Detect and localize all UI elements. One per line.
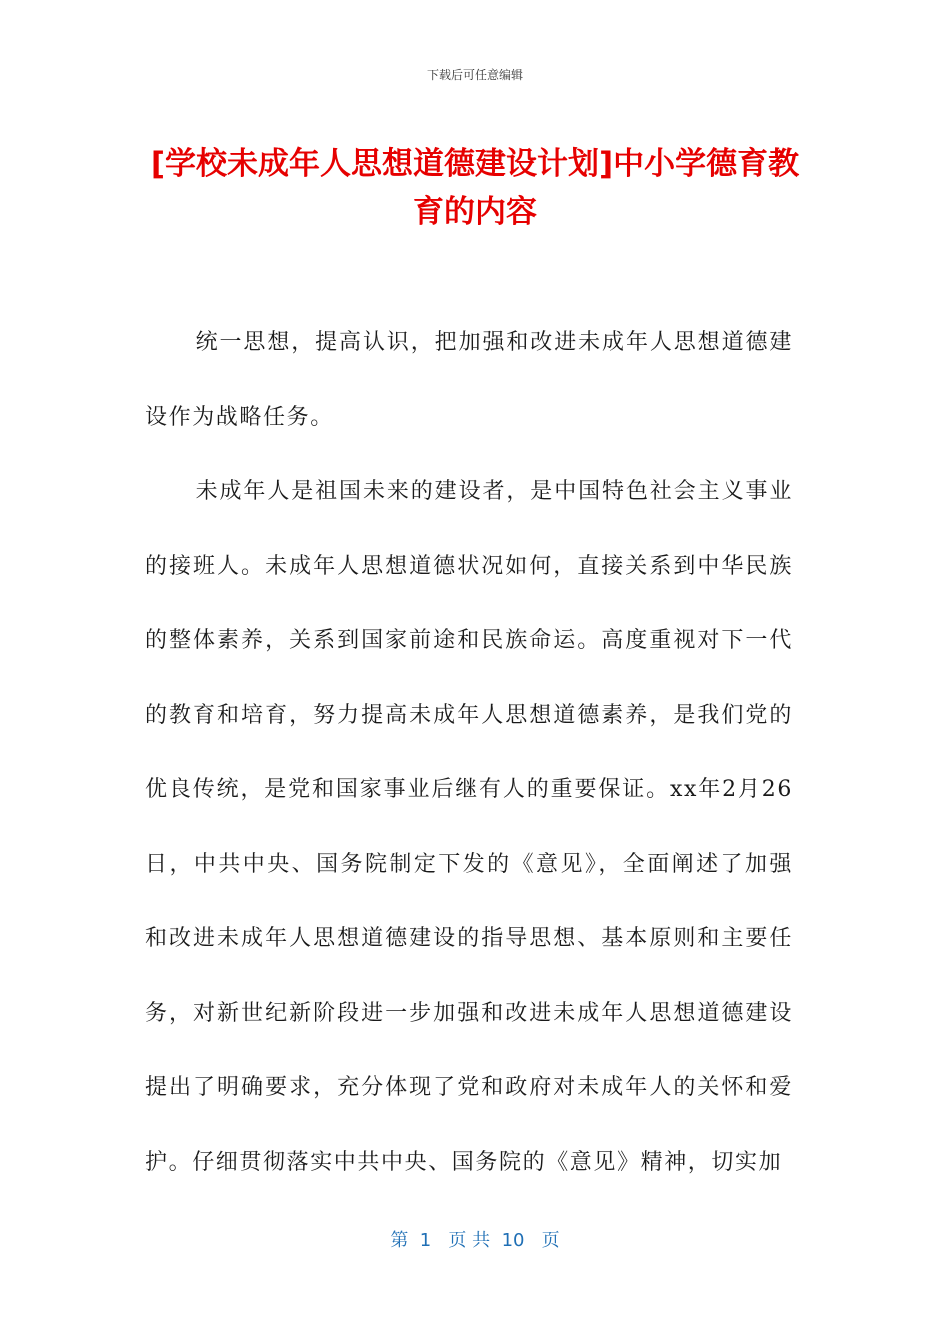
paragraph-1: 统一思想，提高认识，把加强和改进未成年人思想道德建设作为战略任务。 — [145, 330, 793, 430]
page-number-footer: 第 1 页 共 10 页 — [390, 1230, 560, 1251]
paragraph-2: 未成年人是祖国未来的建设者，是中国特色社会主义事业的接班人。未成年人思想道德状况如何，直接关系到中华民族的整体素养，关系到国家前途和民族命运。高度重视对下一代的教育和培育，努力提高未成年人思想道德素养，是我们党的优良传统，是党和国家事业后继有人的重要保证。xx年2月26日，中共中央、国务院制定下发的《意见》，全面阐述了加强和改进未成年人思想道德建设的指导思想、基本原则和主要任务，对新世纪新阶段进一步加强和改进未成年人思想道德建设提出了明确要求，充分体现了党和政府对未成年人的关怀和爱护。仔细贯彻落实中共中央、国务院的《意见》精神，切实加 — [145, 479, 793, 1175]
header-note: 下载后可任意编辑 — [426, 68, 523, 82]
document-body — [145, 306, 793, 1200]
document-title: [学校未成年人思想道德建设计划]中小学德育教育的内容 — [150, 146, 800, 230]
